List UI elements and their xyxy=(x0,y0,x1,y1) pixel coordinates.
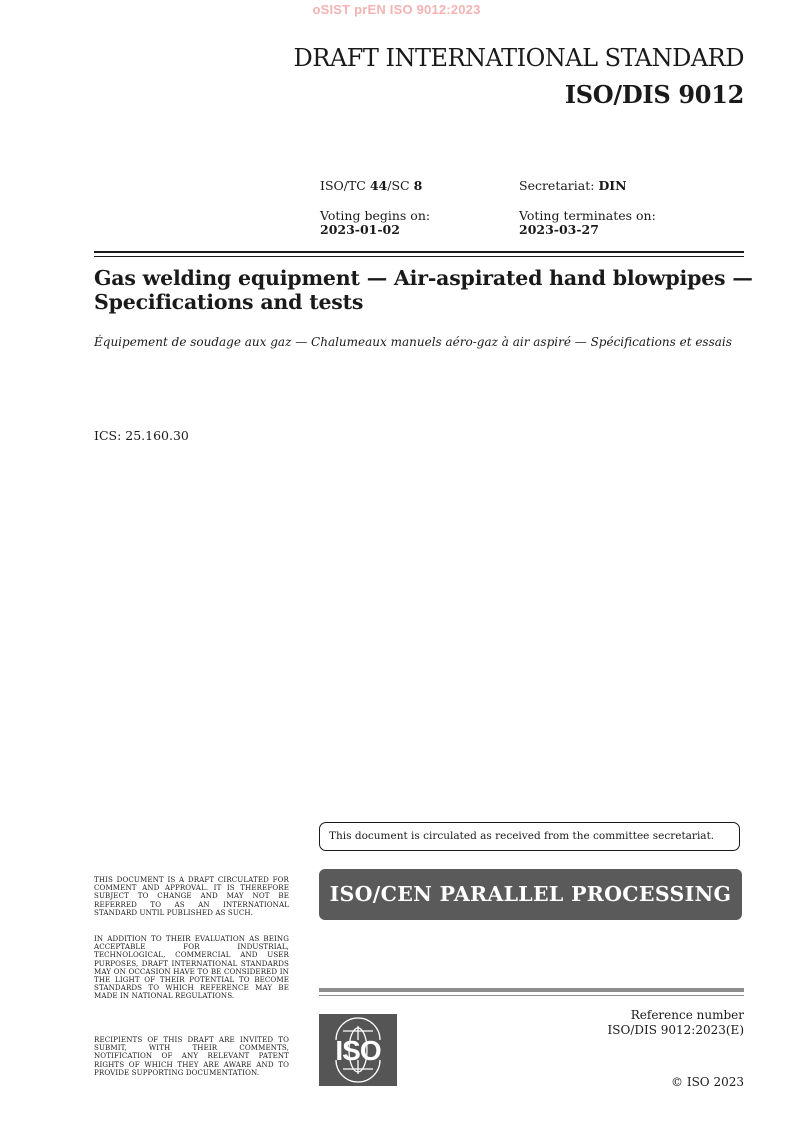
voting-begins-label: Voting begins on: xyxy=(320,208,431,223)
header-rule-thick xyxy=(94,251,744,253)
disclaimer-paragraph-3: RECIPIENTS OF THIS DRAFT ARE INVITED TO SUBMIT, WITH THEIR COMMENTS, NOTIFICATION OF ANY RELEVANT PATENT RIGHTS OF WHICH THEY ARE AWARE AND TO PROVIDE SUPPORTING DOCUMENTATION. xyxy=(94,1035,289,1077)
watermark: oSIST prEN ISO 9012:2023 xyxy=(312,2,481,17)
document-title xyxy=(94,266,754,314)
disclaimer-paragraph-2: IN ADDITION TO THEIR EVALUATION AS BEING ACCEPTABLE FOR INDUSTRIAL, TECHNOLOGICAL, COMMERCIAL AND USER PURPOSES, DRAFT INTERNATIONAL STANDARDS MAY ON OCCASION HAVE TO BE CONSIDERED IN THE LIGHT OF THEIR POTENTIAL TO BECOME STANDARDS TO WHICH REFERENCE MAY BE MADE IN NATIONAL REGULATIONS. xyxy=(94,934,289,1001)
iso-logo xyxy=(319,1014,397,1086)
voting-terminates-label: Voting terminates on: xyxy=(519,208,656,223)
title-line-2: Specifications and tests xyxy=(94,290,364,314)
voting-begins-date: 2023-01-02 xyxy=(320,222,400,237)
circulated-notice-text: This document is circulated as received from the committee secretariat. xyxy=(329,830,715,842)
footer-rule-thick xyxy=(319,988,744,992)
circulated-notice-box xyxy=(319,822,740,851)
parallel-processing-text: ISO/CEN PARALLEL PROCESSING xyxy=(329,882,732,906)
secretariat: Secretariat: DIN xyxy=(519,178,627,193)
iso-logo-text: ISO xyxy=(335,1035,381,1066)
reference-number-label: Reference number xyxy=(630,1008,744,1022)
standard-number: ISO/DIS 9012 xyxy=(564,80,744,109)
voting-terminates-date: 2023-03-27 xyxy=(519,222,599,237)
french-title: Équipement de soudage aux gaz — Chalumeaux manuels aéro-gaz à air aspiré — Spécifications et essais xyxy=(94,335,732,349)
title-line-1: Gas welding equipment — Air-aspirated hand blowpipes — xyxy=(94,266,753,290)
footer-rule-thin xyxy=(319,995,744,996)
committee-reference: ISO/TC 44/SC 8 xyxy=(320,178,423,193)
document-type-heading: DRAFT INTERNATIONAL STANDARD xyxy=(293,44,744,72)
disclaimer-paragraph-1: THIS DOCUMENT IS A DRAFT CIRCULATED FOR COMMENT AND APPROVAL. IT IS THEREFORE SUBJECT TO CHANGE AND MAY NOT BE REFERRED TO AS AN INTERNATIONAL STANDARD UNTIL PUBLISHED AS SUCH. xyxy=(94,875,289,917)
header-rule-thin xyxy=(94,256,744,257)
copyright-notice: © ISO 2023 xyxy=(671,1075,744,1089)
parallel-processing-banner xyxy=(319,869,742,920)
ics-code: ICS: 25.160.30 xyxy=(94,428,189,443)
reference-number: ISO/DIS 9012:2023(E) xyxy=(607,1023,744,1037)
